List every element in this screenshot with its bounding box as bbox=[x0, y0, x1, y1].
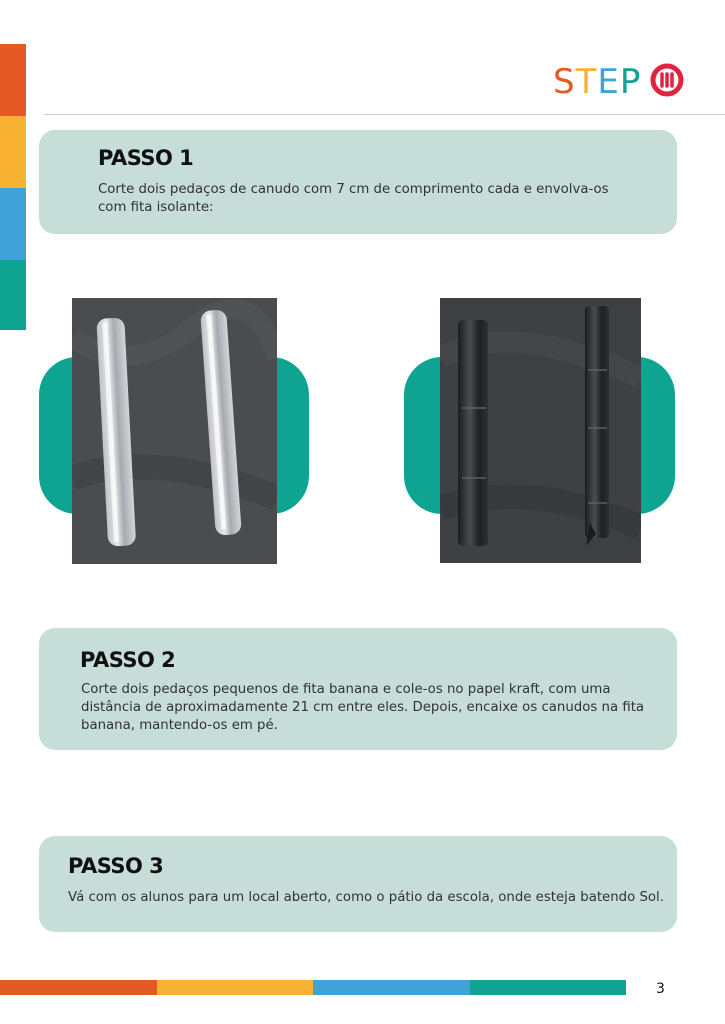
step-1-box bbox=[39, 130, 677, 234]
side-color-bar-blue bbox=[0, 188, 26, 260]
step-2-description bbox=[81, 681, 644, 735]
logo-letter: S bbox=[553, 62, 576, 102]
side-color-bar-yellow bbox=[0, 116, 26, 188]
step-3-line: Vá com os alunos para um local aberto, como o pátio da escola, onde esteja batendo Sol. bbox=[68, 890, 664, 905]
clear-straws-illustration bbox=[72, 298, 277, 564]
bottom-color-bar-yellow bbox=[157, 980, 313, 995]
step-1-line: com fita isolante: bbox=[98, 200, 214, 215]
step-2-box bbox=[39, 628, 677, 750]
side-color-bar-orange bbox=[0, 44, 26, 116]
header-divider bbox=[44, 114, 725, 115]
step-2-title: PASSO 2 bbox=[80, 648, 176, 672]
photo-clear-straws bbox=[72, 298, 277, 564]
step-3-description bbox=[68, 889, 664, 907]
page-number: 3 bbox=[656, 981, 665, 997]
logo-letter: P bbox=[619, 62, 642, 102]
logo-letter: T bbox=[575, 62, 598, 102]
bottom-color-bar-blue bbox=[313, 980, 470, 995]
side-color-bar-teal bbox=[0, 260, 26, 330]
step-logo bbox=[553, 60, 683, 104]
step-2-line: banana, mantendo-os em pé. bbox=[81, 718, 278, 733]
logo-badge-icon bbox=[649, 62, 685, 98]
step-2-line: distância de aproximadamente 21 cm entre eles. Depois, encaixe os canudos na fita bbox=[81, 700, 645, 715]
photo-taped-straws bbox=[440, 298, 641, 563]
step-3-box bbox=[39, 836, 677, 932]
taped-straws-illustration bbox=[440, 298, 641, 563]
step-3-title: PASSO 3 bbox=[68, 854, 164, 878]
logo-letter: E bbox=[597, 62, 620, 102]
step-1-line: Corte dois pedaços de canudo com 7 cm de comprimento cada e envolva-os bbox=[98, 182, 609, 197]
step-1-title: PASSO 1 bbox=[98, 146, 194, 170]
step-1-description bbox=[98, 181, 609, 217]
bottom-color-bar-teal bbox=[470, 980, 626, 995]
bottom-color-bar-orange bbox=[0, 980, 157, 995]
step-2-line: Corte dois pedaços pequenos de fita banana e cole-os no papel kraft, com uma bbox=[81, 682, 611, 697]
